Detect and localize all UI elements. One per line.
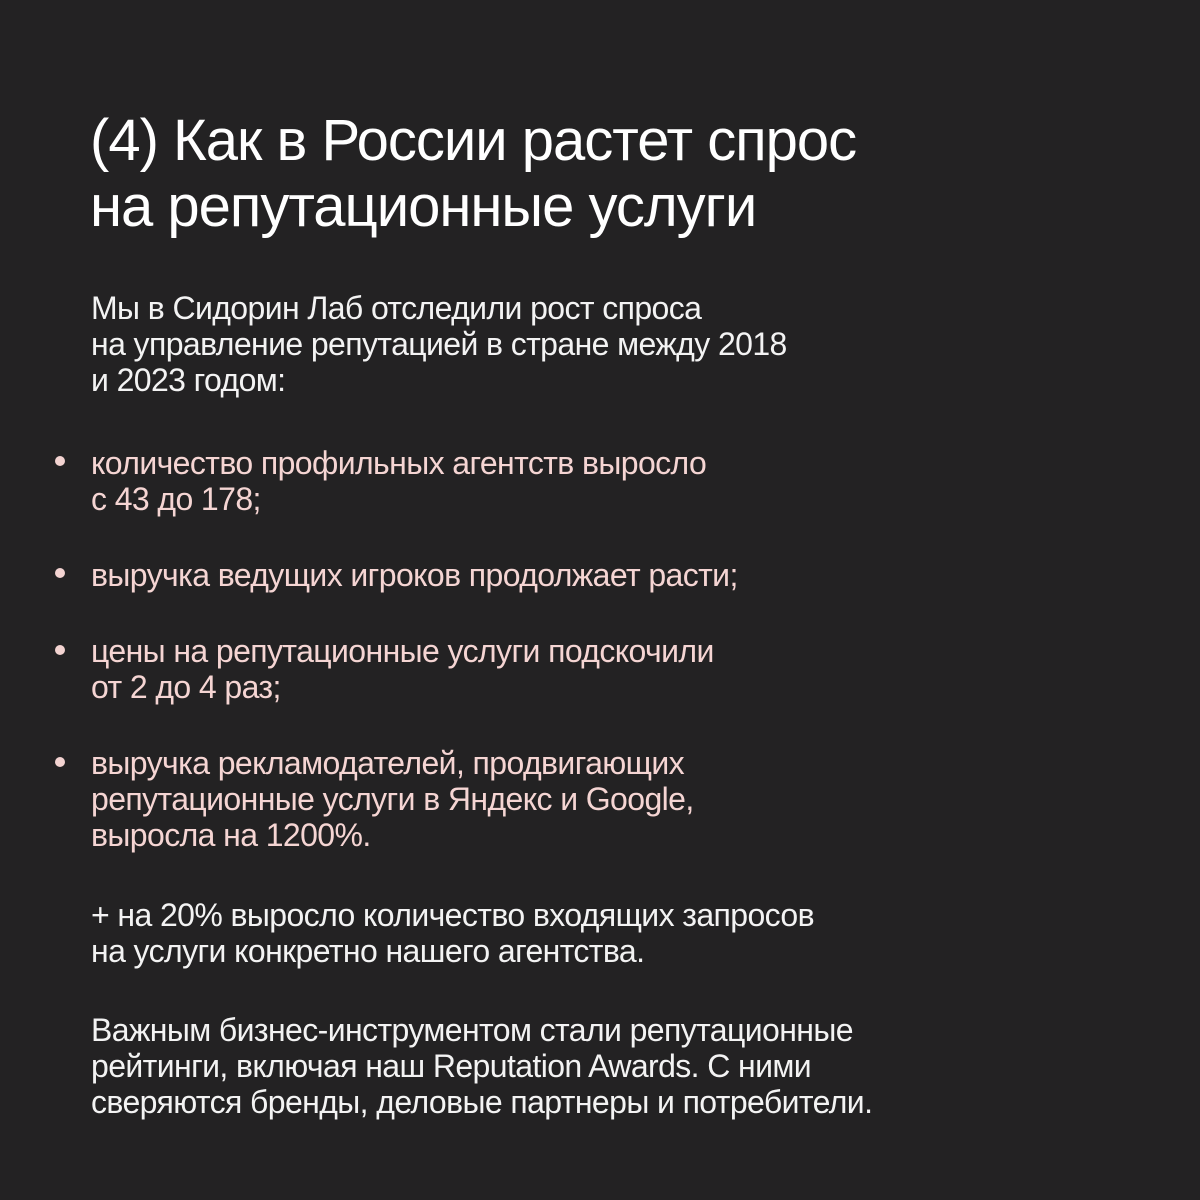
conclusion-line: рейтинги, включая наш Reputation Awards. С ними	[91, 1048, 812, 1084]
intro-paragraph	[91, 290, 1151, 398]
bullet-line: с 43 до 178;	[91, 481, 261, 517]
bullet-line: выручка рекламодателей, продвигающих	[91, 745, 685, 781]
bullet-dot	[55, 645, 65, 655]
bullet-dot	[55, 568, 65, 578]
conclusion-line: Важным бизнес-инструментом стали репутационные	[91, 1012, 853, 1048]
conclusion-paragraph	[91, 1012, 1151, 1120]
conclusion-line: сверяются бренды, деловые партнеры и потребители.	[91, 1084, 873, 1120]
title-line: (4) Как в России растет спрос	[90, 108, 857, 173]
bullet-line: выручка ведущих игроков продолжает расти;	[91, 557, 738, 593]
intro-line: на управление репутацией в стране между 2018	[91, 326, 787, 362]
bullet-item	[91, 745, 1151, 853]
bullet-item	[91, 557, 1151, 593]
bullet-line: цены на репутационные услуги подскочили	[91, 633, 714, 669]
page-title	[90, 108, 1150, 240]
bullet-item	[91, 633, 1151, 705]
intro-line: и 2023 годом:	[91, 362, 286, 398]
extra-line: + на 20% выросло количество входящих запросов	[91, 897, 815, 933]
extra-paragraph	[91, 897, 1151, 969]
bullet-item	[91, 445, 1151, 517]
bullet-dot	[55, 456, 65, 466]
title-line: на репутационные услуги	[90, 174, 757, 239]
extra-line: на услуги конкретно нашего агентства.	[91, 933, 645, 969]
bullet-line: выросла на 1200%.	[91, 817, 371, 853]
bullet-line: от 2 до 4 раз;	[91, 669, 281, 705]
bullet-dot	[55, 757, 65, 767]
intro-line: Мы в Сидорин Лаб отследили рост спроса	[91, 290, 702, 326]
bullet-line: количество профильных агентств выросло	[91, 445, 707, 481]
bullet-line: репутационные услуги в Яндекс и Google,	[91, 781, 694, 817]
